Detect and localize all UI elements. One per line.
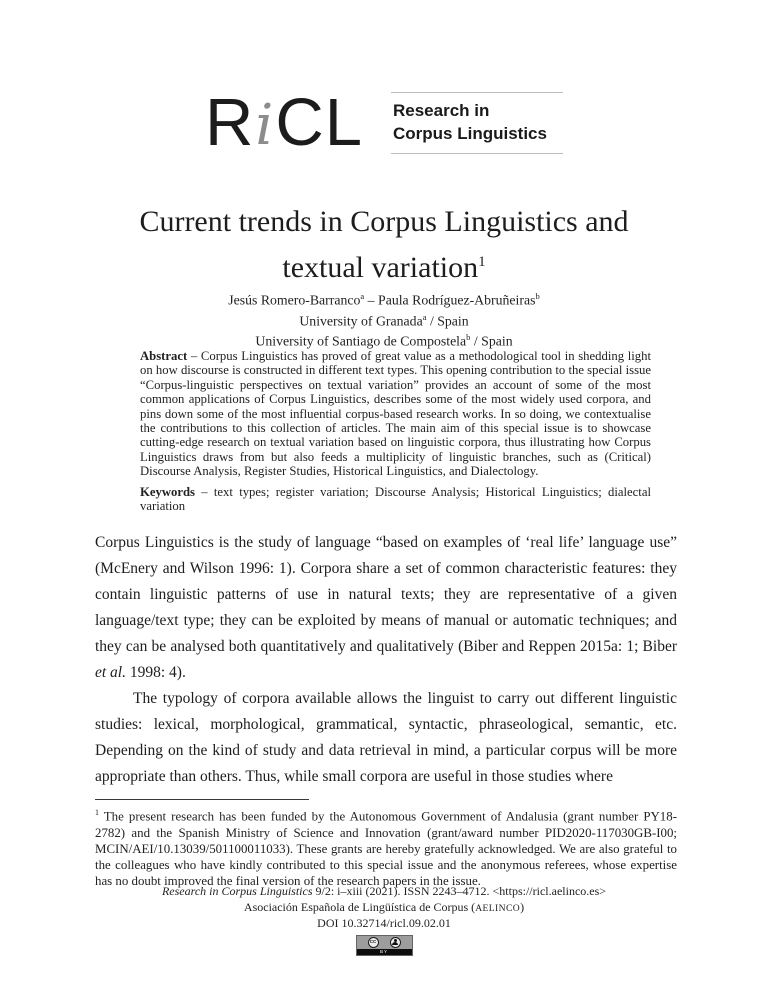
- footer-association-line: [0, 900, 768, 917]
- logo-letter-r: R: [205, 84, 255, 160]
- person-body-shape: [392, 942, 398, 945]
- author-2-affil-ref: b: [535, 291, 540, 301]
- body-paragraph-1: [95, 530, 677, 686]
- footer-association-name: Asociación Española de Lingüística de Corpus (: [243, 899, 476, 914]
- affiliation-2: [0, 329, 768, 350]
- affiliation-1-country: / Spain: [426, 313, 469, 329]
- affiliation-2-country: / Spain: [470, 333, 513, 349]
- cc-icon-letters: CC: [369, 938, 377, 944]
- abstract-label: Abstract: [140, 349, 188, 363]
- abstract-section: [140, 349, 651, 513]
- logo-letter-c: C: [275, 84, 325, 160]
- title-line1: Current trends in Corpus Linguistics and: [139, 205, 629, 238]
- author-1-affil-ref: a: [360, 291, 365, 301]
- title-line2-text: textual variation: [282, 251, 479, 284]
- footnote-1-text: The present research has been funded by the Autonomous Government of Andalusia (grant number PY18-2782) and the Spanish Ministry of Science and Innovation (grant/award number PID2020-117030GB-I00; MCIN/AEI/10.13039/501100011033). These grants are hereby gratefully acknowledged. We are also grateful to the colleagues who have kindly contributed to this special issue and the anonymous referees, whose expertise has no doubt improved the final version of the research papers in the issue.: [95, 809, 677, 889]
- article-body: [95, 530, 677, 790]
- title-line2: [0, 242, 768, 288]
- author-2: Paula Rodríguez-Abruñeiras: [378, 292, 536, 308]
- journal-name-line1: Research in: [393, 101, 490, 120]
- journal-name-line2: Corpus Linguistics: [393, 123, 547, 143]
- author-1: Jesús Romero-Barranco: [228, 292, 361, 308]
- footnote-1: [95, 805, 677, 889]
- authors-line: [0, 288, 768, 309]
- authors-separator: –: [364, 292, 379, 308]
- footnote-1-marker: 1: [95, 808, 99, 817]
- ricl-logo: [205, 84, 363, 160]
- keywords-paragraph: [140, 485, 651, 514]
- logo-letter-i: i: [255, 92, 275, 158]
- footer-citation-line: [0, 884, 768, 900]
- cc-badge-top: [357, 936, 412, 949]
- journal-name-block: [391, 92, 563, 154]
- page-footer: [0, 884, 768, 956]
- body-paragraph-1-text: Corpus Linguistics is the study of language “based on examples of ‘real life’ language use” (McEnery and Wilson 1996: 1). Corpora share a set of common characteristic features: they contain linguistic patterns of use in natural texts; they are representative of a given language/text type; they can be exploited by means of manual or automatic techniques; and they can be analysed both quantitatively and qualitatively (Biber and Reppen 2015a: 1; Biber: [95, 534, 677, 655]
- cc-by-label: BY: [357, 949, 412, 955]
- affiliation-1: [0, 309, 768, 330]
- cc-by-license-badge[interactable]: [356, 935, 413, 956]
- article-title: [0, 202, 768, 288]
- keywords-label: Keywords: [140, 484, 195, 499]
- by-person-icon: [390, 937, 401, 948]
- footnote-separator-rule: [95, 799, 309, 800]
- footer-association-close: ): [520, 899, 525, 914]
- footer-journal-title: Research in Corpus Linguistics: [161, 884, 313, 898]
- journal-masthead: [0, 84, 768, 160]
- affiliation-1-ref: a: [422, 311, 427, 322]
- logo-letter-l: L: [324, 84, 363, 160]
- authors-block: [0, 288, 768, 350]
- body-paragraph-1-end: 1998: 4).: [126, 664, 186, 681]
- affiliation-2-name: University of Santiago de Compostela: [255, 333, 467, 349]
- abstract-text: – Corpus Linguistics has proved of great value as a methodological tool in shedding light on how discourse is constructed in different text types. This opening contribution to the special issue “Corpus-linguistic perspectives on textual variation” provides an account of some of the most common applications of Corpus Linguistics, describes some of the most widely used corpora, and pins down some of the most influential corpus-based research works. In so doing, we contextualise the contributions to this collection of articles. The main aim of this special issue is to showcase cutting-edge research on textual variation based on linguistic corpora, thus illustrating how Corpus Linguistics draws from but also feeds a multiplicity of linguistic branches, such as (Critical) Discourse Analysis, Register Studies, Historical Linguistics, and Dialectology.: [140, 349, 651, 479]
- title-footnote-ref: 1: [478, 254, 486, 270]
- body-paragraph-1-etal: et al.: [95, 664, 126, 681]
- body-paragraph-2: The typology of corpora available allows the linguist to carry out different linguistic studies: lexical, morphological, grammatical, syntactic, phraseological, semantic, etc. Depending on the kind of study and data retrieval in mind, a particular corpus will be more appropriate than others. Thus, while small corpora are useful in those studies where: [95, 690, 677, 785]
- footer-association-acronym: AELINCO: [475, 902, 521, 914]
- footer-journal-url[interactable]: <https://ricl.aelinco.es>: [492, 884, 607, 898]
- cc-icon: [368, 937, 379, 948]
- footer-doi-line: DOI 10.32714/ricl.09.02.01: [317, 916, 451, 930]
- footer-issue-info: 9/2: i–xiii (2021). ISSN 2243–4712.: [312, 884, 493, 898]
- affiliation-2-ref: b: [466, 332, 471, 343]
- keywords-text: – text types; register variation; Discourse Analysis; Historical Linguistics; dialectal variation: [140, 484, 651, 514]
- abstract-paragraph: [140, 349, 651, 479]
- affiliation-1-name: University of Granada: [299, 313, 423, 329]
